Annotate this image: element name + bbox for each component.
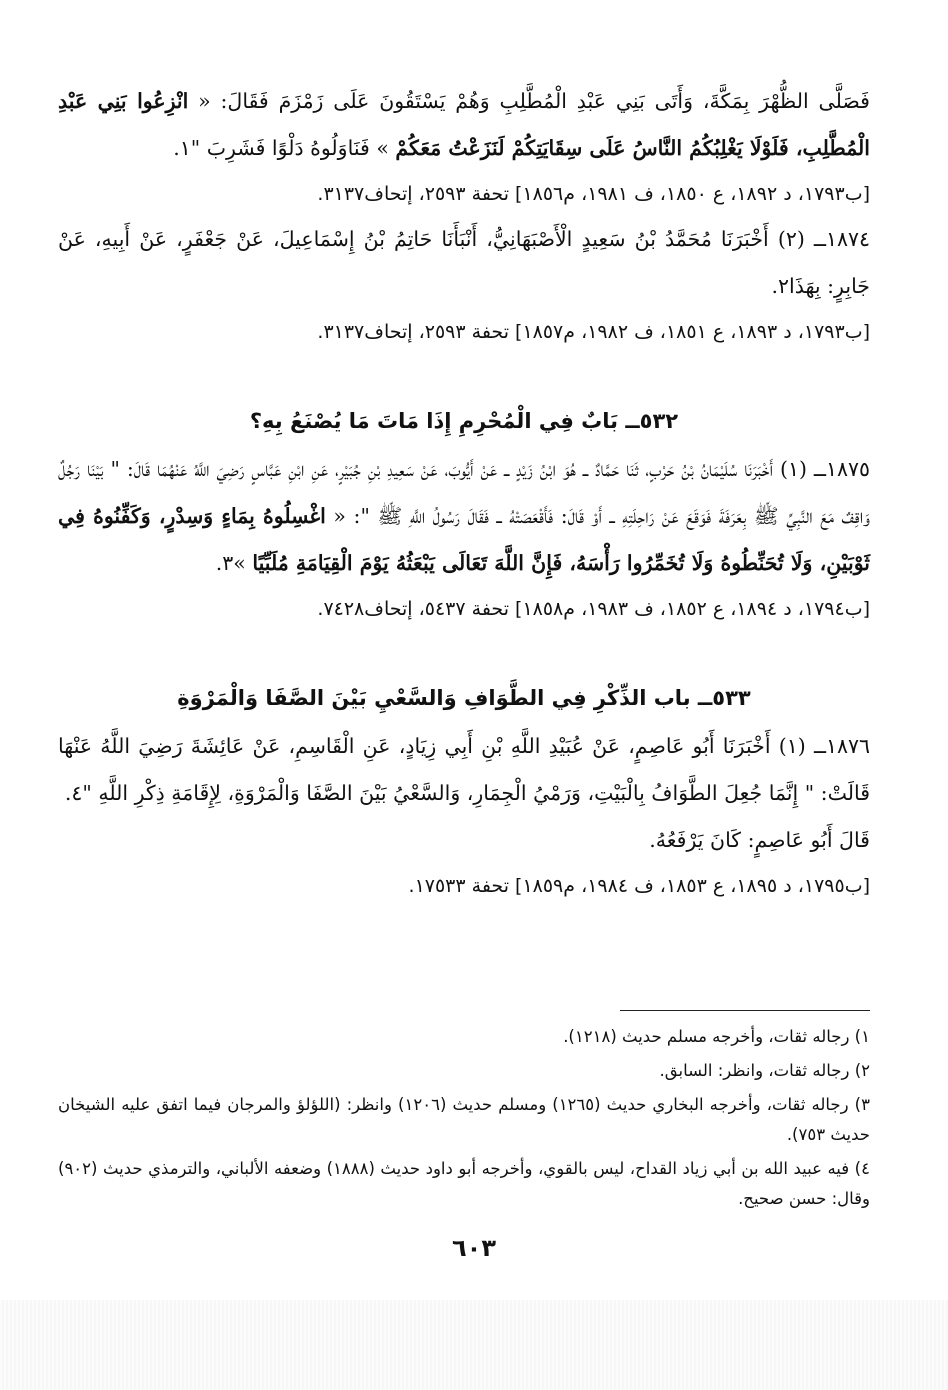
- chapter-heading-532: ٥٣٢ــ بَابٌ فِي الْمُحْرِمِ إِذَا مَاتَ مَا يُصْنَعُ بِهِ؟: [249, 409, 679, 433]
- hadith-reference: [ب١٧٩٣، د ١٨٩٣، ع ١٨٥١، ف ١٩٨٢، م١٨٥٧] تحفة ٢٥٩٣، إتحاف٣١٣٧.: [317, 321, 870, 343]
- footnote-divider: [620, 1010, 870, 1011]
- hadith-reference: [ب١٧٩٤، د ١٨٩٤، ع ١٨٥٢، ف ١٩٨٣، م١٨٥٨] تحفة ٥٤٣٧، إتحاف٧٤٢٨.: [317, 598, 870, 620]
- footnote: ٢) رجاله ثقات، وانظر: السابق.: [659, 1061, 870, 1080]
- prophetic-saying: انْزِعُوا بَنِي عَبْدِ الْمُطَّلِبِ، فَلَوْلَا يَغْلِبُكُمُ النَّاسُ عَلَى سِقَايَتِكُمْ لَنَزَعْتُ مَعَكُمْ: [58, 89, 870, 160]
- hadith-text: فَصَلَّى الظُّهْرَ بِمَكَّةَ، وَأَتَى بَنِي عَبْدِ الْمُطَّلِبِ وَهُمْ يَسْتَقُونَ عَلَى زَمْزَمَ فَقَالَ: «: [198, 89, 870, 113]
- chapter-heading-533: ٥٣٣ــ باب الذِّكْرِ فِي الطَّوَافِ وَالسَّعْيِ بَيْنَ الصَّفَا وَالْمَرْوَةِ: [177, 686, 751, 710]
- footnote: ٤) فيه عبيد الله بن أبي زياد القداح، ليس بالقوي، وأخرجه أبو داود حديث (١٨٨٨) وضعفه الألباني، والترمذي حديث (٩٠٢) وقال: حسن صحيح.: [58, 1159, 870, 1208]
- footnote: ١) رجاله ثقات، وأخرجه مسلم حديث (١٢١٨).: [563, 1027, 870, 1046]
- hadith-1876: ١٨٧٦ــ (١) أَخْبَرَنَا أَبُو عَاصِمٍ، عَنْ عُبَيْدِ اللَّهِ بْنِ أَبِي زِيَادٍ، عَنِ الْقَاسِمِ، عَنْ عَائِشَةَ رَضِيَ اللَّهُ عَنْهَا قَالَتْ: " إِنَّمَا جُعِلَ الطَّوَافُ بِالْبَيْتِ، وَرَمْيُ الْجِمَارِ، وَالسَّعْيُ بَيْنَ الصَّفَا وَالْمَرْوَةِ، لِإِقَامَةِ ذِكْرِ اللَّهِ "٤.: [58, 734, 871, 805]
- scan-texture: [0, 1300, 948, 1390]
- hadith-text-end: »٣.: [215, 551, 246, 575]
- footnotes: [58, 1022, 870, 1218]
- hadith-reference: [ب١٧٩٥، د ١٨٩٥، ع ١٨٥٣، ف ١٩٨٤، م١٨٥٩] تحفة ١٧٥٣٣.: [408, 875, 870, 897]
- hadith-1873-continuation: [58, 78, 870, 172]
- hadith-1875: [58, 446, 870, 587]
- hadith-text-end: » فَنَاوَلُوهُ دَلْوًا فَشَرِبَ "١.: [173, 136, 389, 160]
- page-number: ٦٠٣: [452, 1234, 496, 1262]
- hadith-reference: [ب١٧٩٣، د ١٨٩٢، ع ١٨٥٠، ف ١٩٨١، م١٨٥٦] تحفة ٢٥٩٣، إتحاف٣١٣٧.: [317, 183, 870, 205]
- hadith-text: ١٨٧٥ــ (١) أَخْبَرَنَا سُلَيْمَانُ بْنُ حَرْبٍ، ثَنَا حَمَّادٌ ــ هُوَ ابْنُ زَيْدٍ ــ عَنْ أَيُّوبَ، عَنْ سَعِيدِ بْنِ جُبَيْرٍ، عَنِ ابْنِ عَبَّاسٍ رَضِيَ اللَّهُ عَنْهُمَا قَالَ: " بَيْنَا رَجُلٌ وَاقِفٌ مَعَ النَّبِيِّ ﷺ بِعَرَفَةَ فَوَقَعَ عَنْ رَاحِلَتِهِ ــ أَوْ قَالَ: فَأَقْعَصَتْهُ ــ فَقَالَ رَسُولُ اللَّهِ ﷺ ": «: [58, 457, 870, 528]
- footnote: ٣) رجاله ثقات، وأخرجه البخاري حديث (١٢٦٥) ومسلم حديث (١٢٠٦) وانظر: (اللؤلؤ والمرجان فيما اتفق عليه الشيخان حديث ٧٥٣).: [58, 1095, 870, 1144]
- hadith-1874: ١٨٧٤ــ (٢) أَخْبَرَنَا مُحَمَّدُ بْنُ سَعِيدٍ الْأَصْبَهَانِيُّ، أَنْبَأَنَا حَاتِمُ بْنُ إِسْمَاعِيلَ، عَنْ جَعْفَرٍ، عَنْ أَبِيهِ، عَنْ جَابِرٍ: بِهَذَا٢.: [58, 227, 870, 298]
- narrator-comment: قَالَ أَبُو عَاصِمٍ: كَانَ يَرْفَعُهُ.: [649, 828, 870, 852]
- prophetic-saying: اغْسِلُوهُ بِمَاءٍ وَسِدْرٍ، وَكَفِّنُوهُ فِي ثَوْبَيْنِ، وَلَا تُحَنِّطُوهُ وَلَا تُخَمِّرُوا رَأْسَهُ، فَإِنَّ اللَّهَ تَعَالَى يَبْعَثُهُ يَوْمَ الْقِيَامَةِ مُلَبِّيًا: [58, 504, 870, 575]
